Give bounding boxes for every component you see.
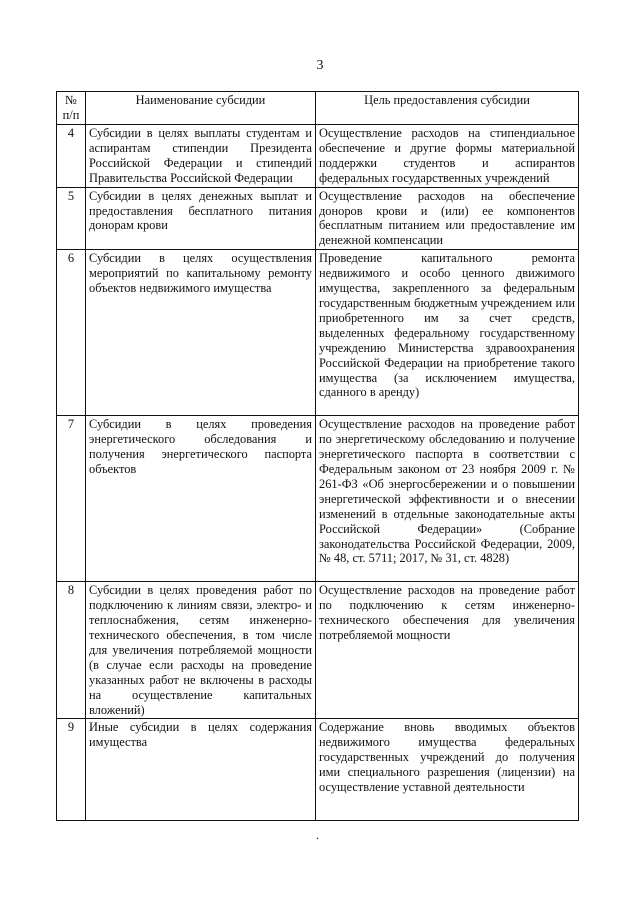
row-number: 5 [57,187,86,250]
row-number: 8 [57,582,86,719]
row-subsidy-name: Субсидии в целях осуществления мероприятий по капитальному ремонту объектов недвижимого имущества [86,250,316,416]
header-subsidy-name: Наименование субсидии [86,92,316,125]
row-subsidy-purpose: Проведение капитального ремонта недвижимого и особо ценного движимого имущества, закрепленного за федеральным государственным бюджетным учреждением или приобретенного им за счет средств, выделенных федеральному государственному учреждению Министерства здравоохранения Российской Федерации на приобретение такого имущества (за исключением имущества, сданного в аренду) [316,250,579,416]
row-subsidy-purpose: Осуществление расходов на проведение работ по подключению к сетям инженерно-технического обеспечения для увеличения потребляемой мощности [316,582,579,719]
header-number-symbol: № [65,93,77,107]
table-row [57,719,579,821]
header-number-abbrev: п/п [62,107,80,122]
table-row [57,187,579,250]
row-number: 6 [57,250,86,416]
row-subsidy-name: Субсидии в целях денежных выплат и предоставления бесплатного питания донорам крови [86,187,316,250]
footer-mark: . [316,828,319,842]
table-row [57,125,579,188]
table-row [57,250,579,416]
page-number: 3 [316,58,324,73]
table-row [57,582,579,719]
row-subsidy-name: Субсидии в целях проведения энергетического обследования и получения энергетического паспорта объектов [86,416,316,582]
row-subsidy-name: Иные субсидии в целях содержания имущества [86,719,316,821]
row-subsidy-purpose: Осуществление расходов на стипендиальное обеспечение и другие формы материальной поддержки студентов и аспирантов федеральных государственных учреждений [316,125,579,188]
row-number: 7 [57,416,86,582]
row-number: 9 [57,719,86,821]
row-number: 4 [57,125,86,188]
row-subsidy-name: Субсидии в целях проведения работ по подключению к линиям связи, электро- и теплоснабжения, сетям инженерно-технического обеспечения, в том числе для увеличения потребляемой мощности (в случае если расходы на проведение указанных работ не включены в расходы на осуществление капитальных вложений) [86,582,316,719]
header-number [57,92,86,125]
subsidies-table [56,91,579,821]
table-row [57,416,579,582]
header-subsidy-purpose: Цель предоставления субсидии [316,92,579,125]
row-subsidy-purpose: Осуществление расходов на обеспечение доноров крови и (или) ее компонентов бесплатным питанием или предоставление им денежной компенсации [316,187,579,250]
row-subsidy-purpose: Содержание вновь вводимых объектов недвижимого имущества федеральных государственных учреждений до получения ими специального разрешения (лицензии) на осуществление уставной деятельности [316,719,579,821]
row-subsidy-name: Субсидии в целях выплаты студентам и аспирантам стипендии Президента Российской Федерации и стипендий Правительства Российской Федерации [86,125,316,188]
table-header-row [57,92,579,125]
row-subsidy-purpose: Осуществление расходов на проведение работ по энергетическому обследованию и получение энергетического паспорта в соответствии с Федеральным законом от 23 ноября 2009 г. № 261-ФЗ «Об энергосбережении и о повышении энергетической эффективности и о внесении изменений в отдельные законодательные акты Российской Федерации» (Собрание законодательства Российской Федерации, 2009, № 48, ст. 5711; 2017, № 31, ст. 4828) [316,416,579,582]
